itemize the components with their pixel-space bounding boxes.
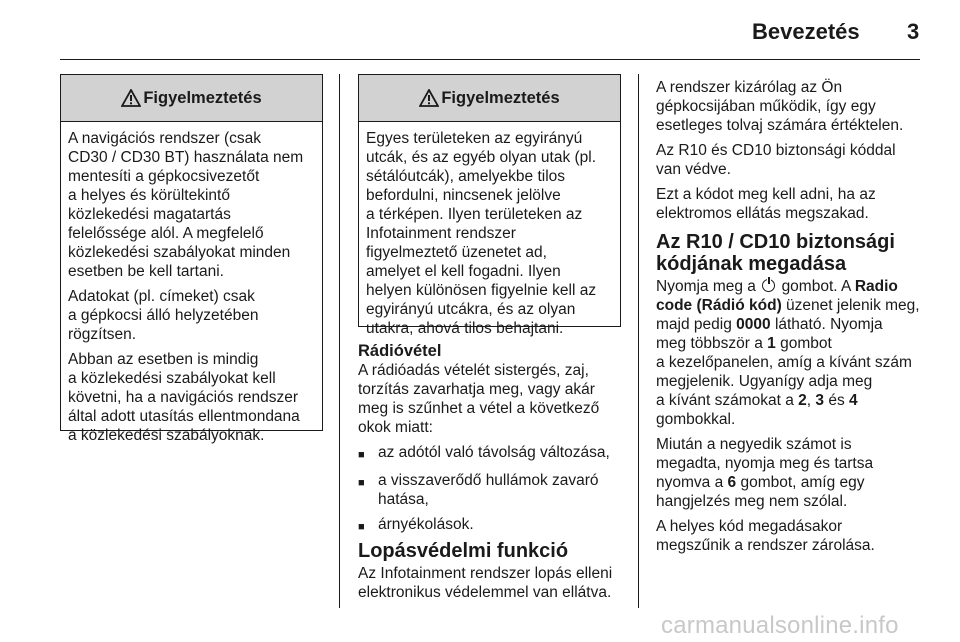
right-column (656, 78, 924, 561)
list-item: ■ az adótól való távolság változása, (358, 443, 630, 465)
bullet-square-icon: ■ (358, 477, 365, 489)
section-paragraph: A rádióadás vételét sistergés, zaj, torzítás zavarhatja meg, vagy akár meg is szűnhet a vétel a következő okok miatt: (358, 362, 600, 436)
paragraph: Miután a negyedik számot is megadta, nyomja meg és tartsa nyomva a 6 gombot, amíg egy hangjelzés meg nem szólal. (656, 436, 874, 510)
column-divider-2 (638, 74, 639, 608)
paragraph: A helyes kód megadásakor megszűnik a rendszer zárolása. (656, 518, 875, 554)
warning-paragraph: Adatokat (pl. címeket) csak a gépkocsi álló helyzetében rögzítsen. (68, 288, 259, 343)
warning-paragraph: Abban az esetben is mindig a közlekedési szabályokat kell követni, ha a navigációs rendszer által adott utasítás ellentmondana a közlekedési szabályoknak. (68, 351, 300, 444)
warning-header (359, 75, 620, 122)
warning-title: Figyelmeztetés (441, 88, 560, 107)
watermark: carmanualsonline.info (661, 612, 899, 639)
warning-box-one-way-streets (358, 74, 621, 337)
theft-protection-section (358, 540, 633, 608)
list-item: ■ árnyékolások. (358, 515, 630, 537)
warning-title: Figyelmeztetés (143, 88, 262, 107)
list-item: ■ a visszaverődő hullámok zavaró hatása, (358, 472, 599, 508)
bullet-square-icon: ■ (358, 449, 365, 461)
header-divider (60, 59, 920, 60)
radio-reception-section (358, 341, 630, 543)
paragraph: Az R10 és CD10 biztonsági kóddal van védve. (656, 142, 896, 178)
section-heading: Az R10 / CD10 biztonsági kódjának megadása (656, 231, 895, 275)
power-button-icon (762, 279, 775, 292)
warning-paragraph: A navigációs rendszer (csak CD30 / CD30 BT) használata nem mentesíti a gépkocsivezetőt a helyes és körültekintő közlekedési magatartás felelőssége alól. A megfelelő közlekedési szabályokat minden esetben be kell tartani. (68, 130, 304, 280)
section-paragraph: Az Infotainment rendszer lopás elleni elektronikus védelemmel van ellátva. (358, 565, 613, 601)
code-entry-paragraph: Nyomja meg a gombot. A Radio code (Rádió kód) üzenet jelenik meg, majd pedig 0000 látható. Nyomja meg többször a 1 gombot a kezelőpanelen, amíg a kívánt szám megjelenik. Ugyanígy adja meg a kívánt számokat a 2, 3 és 4 gombokkal. (656, 278, 920, 428)
bullet-square-icon: ■ (358, 521, 365, 533)
section-heading: Rádióvétel (358, 342, 442, 360)
paragraph: Ezt a kódot meg kell adni, ha az elektromos ellátás megszakad. (656, 186, 876, 222)
section-heading: Lopásvédelmi funkció (358, 540, 569, 562)
column-divider-1 (339, 74, 340, 608)
warning-header (61, 75, 322, 122)
warning-paragraph: Egyes területeken az egyirányú utcák, és az egyéb olyan utak (pl. sétálóutcák), amelyekbe tilos befordulni, nincsenek jelölve a térképen. Ilyen területeken az Infotainment rendszer figyelmeztető üzenetet ad, amelyet el kell fogadni. Ilyen helyen különösen figyelnie kell az egyirányú utcákra, és az olyan utakra, ahová tilos behajtani. (366, 130, 597, 337)
page-header-title: Bevezetés (752, 19, 860, 44)
warning-triangle-icon (121, 89, 141, 107)
paragraph: A rendszer kizárólag az Ön gépkocsijában működik, így egy esetleges tolvaj számára értéktelen. (656, 79, 904, 134)
warning-triangle-icon (419, 89, 439, 107)
warning-box-navigation (60, 74, 323, 444)
page-number: 3 (907, 19, 920, 44)
